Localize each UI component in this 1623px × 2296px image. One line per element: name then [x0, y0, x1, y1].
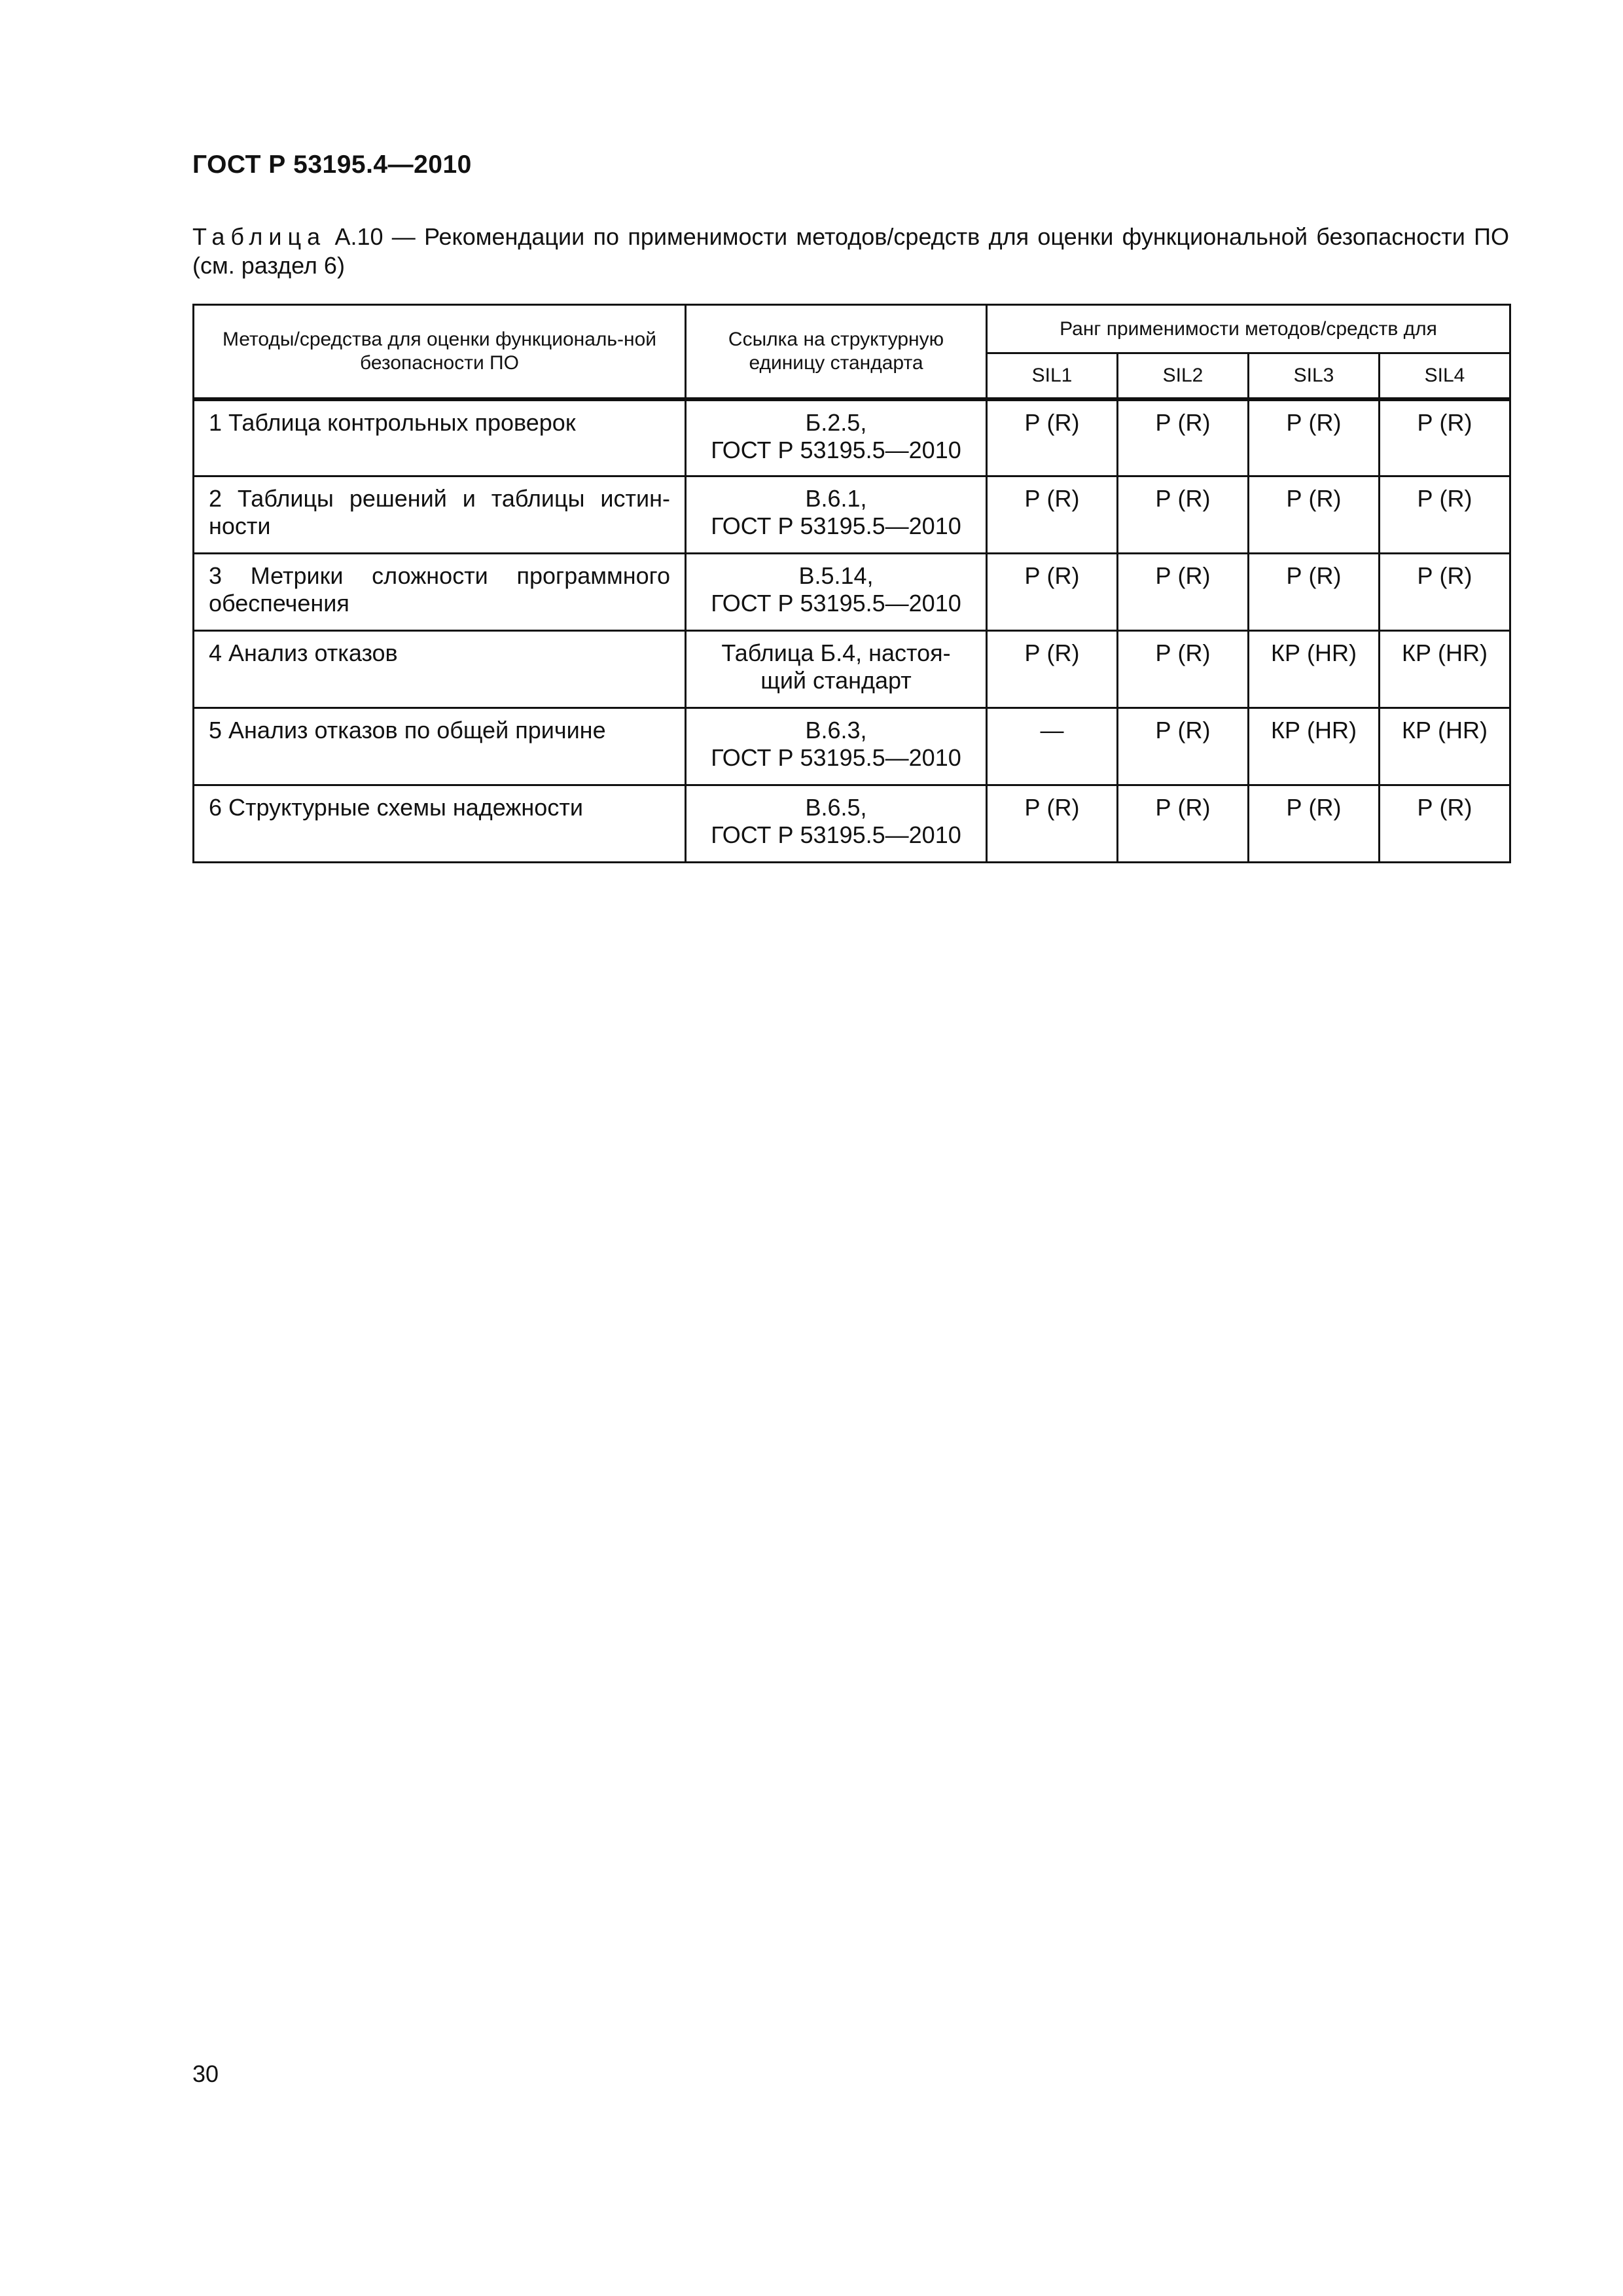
caption-label: Таблица — [192, 223, 327, 250]
rank-cell-sil4: КР (HR) — [1380, 631, 1510, 708]
rank-cell-sil1: Р (R) — [987, 785, 1118, 863]
reference-line: В.6.3, — [805, 717, 867, 744]
reference-line: В.6.1, — [805, 485, 867, 512]
rank-cell-sil2: Р (R) — [1118, 399, 1249, 476]
rank-cell-sil4: КР (HR) — [1380, 708, 1510, 785]
rank-cell-sil3: КР (HR) — [1249, 708, 1380, 785]
reference-line: ГОСТ Р 53195.5—2010 — [711, 590, 961, 617]
rank-cell-sil1: Р (R) — [987, 399, 1118, 476]
reference-cell — [686, 399, 987, 476]
page-number: 30 — [192, 2060, 219, 2087]
rank-cell-sil4: Р (R) — [1380, 554, 1510, 631]
method-cell: 3 Метрики сложности программного обеспечения — [194, 554, 686, 631]
applicability-table — [192, 304, 1511, 863]
reference-line: В.5.14, — [798, 562, 874, 589]
reference-line: ГОСТ Р 53195.5—2010 — [711, 436, 961, 463]
table-row — [194, 708, 1510, 785]
method-cell: 4 Анализ отказов — [194, 631, 686, 708]
reference-cell — [686, 708, 987, 785]
reference-line: В.6.5, — [805, 794, 867, 821]
reference-line: Таблица Б.4, настоя- — [721, 639, 951, 666]
table-row — [194, 399, 1510, 476]
column-header-rank-group: Ранг применимости методов/средств для — [987, 305, 1510, 353]
rank-cell-sil3: Р (R) — [1249, 476, 1380, 554]
table-row — [194, 785, 1510, 863]
reference-line: ГОСТ Р 53195.5—2010 — [711, 744, 961, 771]
method-cell: 5 Анализ отказов по общей причине — [194, 708, 686, 785]
rank-cell-sil2: Р (R) — [1118, 476, 1249, 554]
rank-cell-sil2: Р (R) — [1118, 785, 1249, 863]
reference-cell — [686, 631, 987, 708]
table-caption — [192, 223, 1509, 280]
rank-cell-sil4: Р (R) — [1380, 785, 1510, 863]
reference-cell — [686, 785, 987, 863]
method-cell: 1 Таблица контрольных проверок — [194, 399, 686, 476]
rank-cell-sil1: Р (R) — [987, 554, 1118, 631]
reference-line: щий стандарт — [760, 667, 912, 694]
table-row — [194, 476, 1510, 554]
column-header-method: Методы/средства для оценки функциональ-ной безопасности ПО — [194, 305, 686, 399]
reference-cell — [686, 476, 987, 554]
rank-cell-sil2: Р (R) — [1118, 631, 1249, 708]
reference-line: ГОСТ Р 53195.5—2010 — [711, 821, 961, 848]
rank-cell-sil4: Р (R) — [1380, 399, 1510, 476]
rank-cell-sil1: Р (R) — [987, 476, 1118, 554]
method-cell: 6 Структурные схемы надежности — [194, 785, 686, 863]
rank-cell-sil3: КР (HR) — [1249, 631, 1380, 708]
rank-cell-sil2: Р (R) — [1118, 554, 1249, 631]
column-header-sil2: SIL2 — [1118, 353, 1249, 399]
table-row — [194, 631, 1510, 708]
rank-cell-sil3: Р (R) — [1249, 785, 1380, 863]
rank-cell-sil2: Р (R) — [1118, 708, 1249, 785]
rank-cell-sil3: Р (R) — [1249, 554, 1380, 631]
column-header-sil1: SIL1 — [987, 353, 1118, 399]
document-header: ГОСТ Р 53195.4—2010 — [192, 151, 472, 179]
method-cell: 2 Таблицы решений и таблицы истин-ности — [194, 476, 686, 554]
table-row — [194, 554, 1510, 631]
reference-line: ГОСТ Р 53195.5—2010 — [711, 512, 961, 539]
reference-line: Б.2.5, — [805, 408, 867, 436]
rank-cell-sil1: — — [987, 708, 1118, 785]
rank-cell-sil1: Р (R) — [987, 631, 1118, 708]
reference-cell — [686, 554, 987, 631]
column-header-sil3: SIL3 — [1249, 353, 1380, 399]
column-header-reference: Ссылка на структурную единицу стандарта — [686, 305, 987, 399]
rank-cell-sil3: Р (R) — [1249, 399, 1380, 476]
column-header-sil4: SIL4 — [1380, 353, 1510, 399]
rank-cell-sil4: Р (R) — [1380, 476, 1510, 554]
caption-text: А.10 — Рекомендации по применимости методов/средств для оценки функциональной безопасности ПО (см. раздел 6) — [192, 223, 1509, 279]
